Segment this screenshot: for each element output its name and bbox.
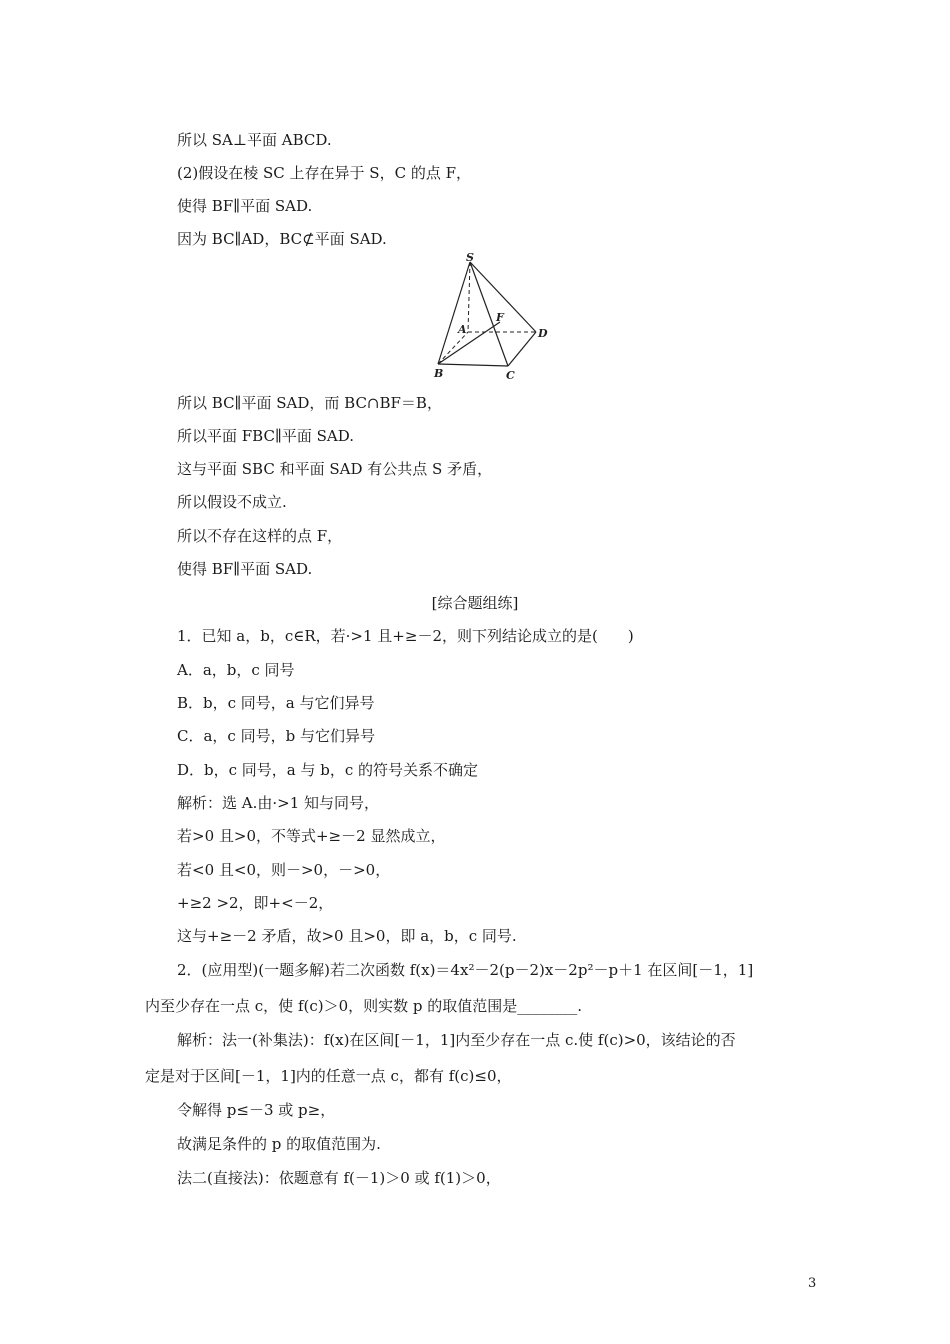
text-line: 所以假设不成立. [177,493,287,511]
solution-line: 故满足条件的 p 的取值范围为. [177,1135,381,1153]
question-2: 2．(应用型)(一题多解)若二次函数 f(x)＝4x²－2(p－2)x－2p²－p＋1 在区间[－1，1] [177,961,754,979]
solution-line: 法二(直接法)：依题意有 f(－1)＞0 或 f(1)＞0， [177,1169,501,1187]
text-line: 这与平面 SBC 和平面 SAD 有公共点 S 矛盾， [177,460,493,478]
solution-line: 解析：选 A.由·>1 知与同号， [177,794,380,812]
solution-line: 令解得 p≤－3 或 p≥， [177,1101,336,1119]
solution-line: 定是对于区间[－1，1]内的任意一点 c，都有 f(c)≤0， [145,1067,512,1085]
option-c: C．a，c 同号，b 与它们异号 [177,727,375,745]
option-d: D．b，c 同号，a 与 b，c 的符号关系不确定 [177,761,479,779]
vertex-label-d: D [538,327,548,340]
vertex-label-f: F [496,311,504,324]
text-line: 所以平面 FBC∥平面 SAD. [177,427,355,445]
text-line: 因为 BC∥AD，BC⊄平面 SAD. [177,230,387,248]
solution-line: 若>0 且>0，不等式+≥－2 显然成立， [177,827,446,845]
option-b: B．b，c 同号，a 与它们异号 [177,694,375,712]
vertex-label-b: B [434,367,444,380]
vertex-label-a: A [458,323,467,336]
text-line: (2)假设在棱 SC 上存在异于 S，C 的点 F， [177,164,472,182]
vertex-label-s: S [466,252,474,264]
question-1: 1．已知 a，b，c∈R，若·>1 且+≥－2，则下列结论成立的是( ) [177,627,634,645]
page-number: 3 [808,1276,817,1291]
vertex-label-c: C [506,369,515,382]
solution-line: +≥2 >2，即+<－2， [177,894,334,912]
option-a: A．a，b，c 同号 [177,661,295,679]
solution-line: 解析：法一(补集法)：f(x)在区间[－1，1]内至少存在一点 c.使 f(c)>0，该结论的否 [177,1031,736,1049]
text-line: 所以 BC∥平面 SAD，而 BC∩BF＝B， [177,394,442,412]
section-heading: [综合题组练] [431,594,519,612]
pyramid-diagram [428,252,558,384]
text-line: 所以不存在这样的点 F， [177,527,343,545]
text-line: 使得 BF∥平面 SAD. [177,560,313,578]
text-line: 所以 SA⊥平面 ABCD. [177,131,332,149]
text-line: 使得 BF∥平面 SAD. [177,197,313,215]
solution-line: 这与+≥－2 矛盾，故>0 且>0，即 a，b，c 同号. [177,927,517,945]
solution-line: 若<0 且<0，则－>0，－>0， [177,861,391,879]
question-2-cont: 内至少存在一点 c，使 f(c)＞0，则实数 p 的取值范围是________. [145,997,583,1015]
